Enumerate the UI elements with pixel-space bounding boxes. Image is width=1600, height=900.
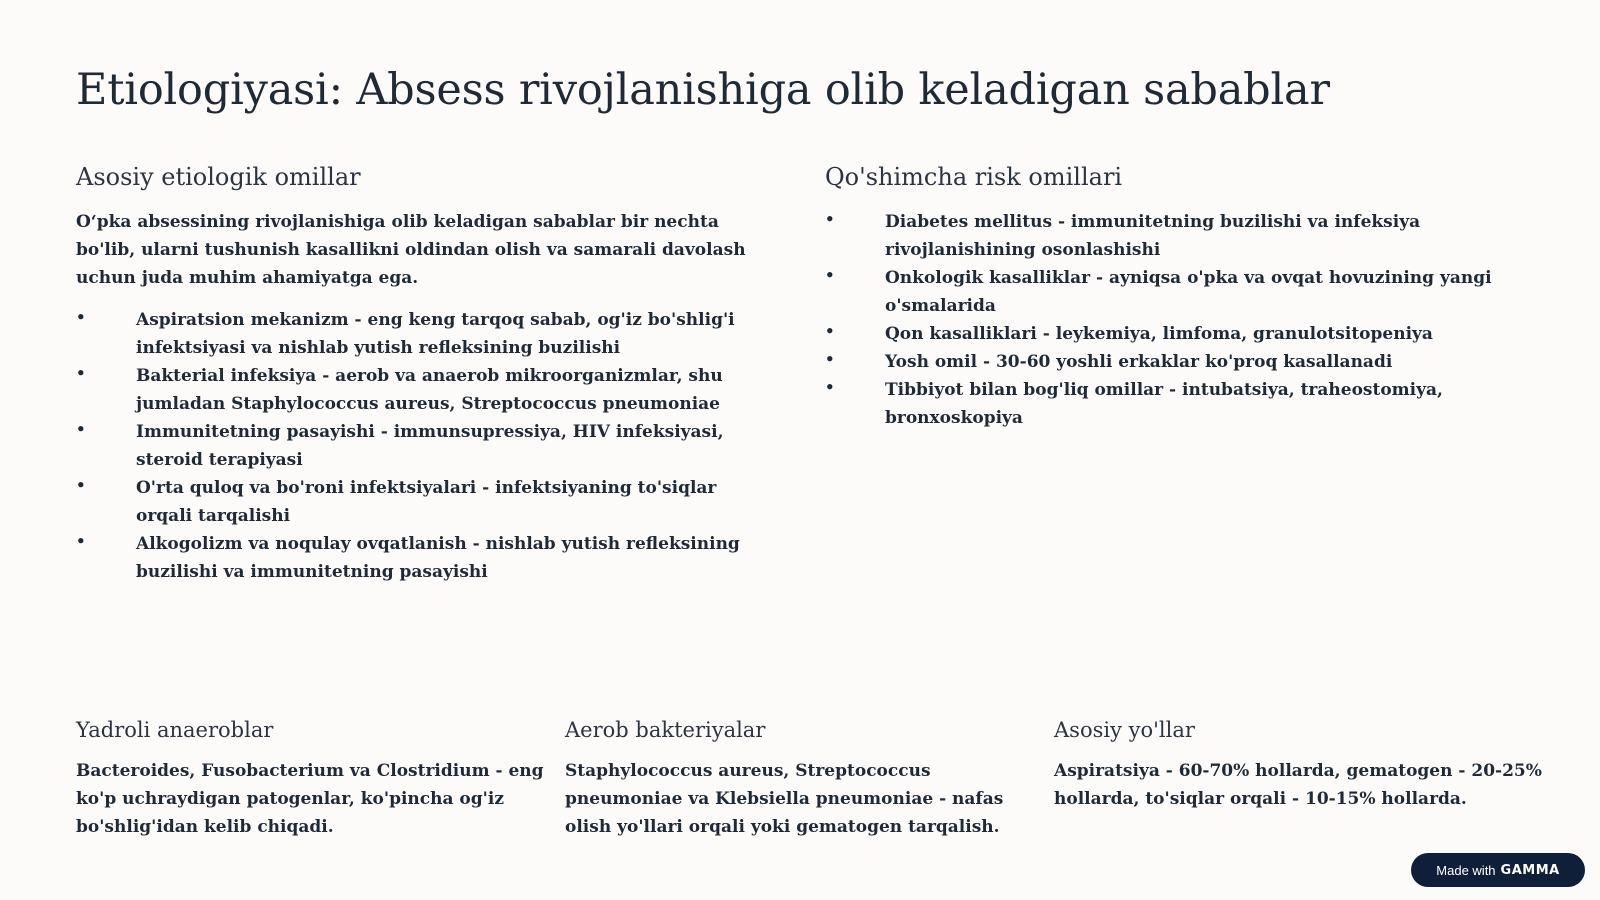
card-title: Asosiy yo'llar (1054, 718, 1195, 742)
card-text: Bacteroides, Fusobacterium va Clostridium - eng ko'p uchraydigan patogenlar, ko'pincha og'iz bo'shlig'idan kelib chiqadi. (76, 761, 544, 837)
list-item (825, 320, 1525, 348)
list-item-text: Onkologik kasalliklar - ayniqsa o'pka va ovqat hovuzining yangi o'smalarida (885, 268, 1492, 316)
list-item (825, 348, 1525, 376)
main-factors-column (76, 160, 776, 586)
list-item (825, 376, 1525, 432)
list-item (825, 264, 1525, 320)
card-text: Staphylococcus aureus, Streptococcus pneumoniae va Klebsiella pneumoniae - nafas olish yo'llari orqali yoki gematogen tarqalish. (565, 761, 1004, 837)
bullet-icon: • (825, 266, 835, 284)
bullet-icon: • (825, 322, 835, 340)
bullet-icon: • (76, 308, 86, 326)
aerobes-card (565, 715, 1035, 841)
main-factors-intro: O‘pka absessining rivojlanishiga olib keladigan sabablar bir nechta bo'lib, ularni tushunish kasallikni oldindan olish va samarali davolash uchun juda muhim ahamiyatga ega. (76, 212, 746, 288)
list-item (825, 208, 1525, 264)
card-text: Aspiratsiya - 60-70% hollarda, gematogen - 20-25% hollarda, to'siqlar orqali - 10-15% hollarda. (1054, 761, 1542, 809)
list-item-text: Yosh omil - 30-60 yoshli erkaklar ko'proq kasallanadi (885, 352, 1393, 372)
bullet-icon: • (825, 350, 835, 368)
list-item (76, 530, 776, 586)
main-factors-list (76, 306, 776, 586)
card-title: Yadroli anaeroblar (76, 718, 274, 742)
list-item-text: Aspiratsion mekanizm - eng keng tarqoq sabab, og'iz bo'shlig'i infektsiyasi va nishlab yutish refleksining buzilishi (136, 310, 735, 358)
list-item (76, 474, 776, 530)
list-item-text: Bakterial infeksiya - aerob va anaerob mikroorganizmlar, shu jumladan Staphylococcus aureus, Streptococcus pneumoniae (136, 366, 723, 414)
main-routes-card (1054, 715, 1544, 813)
anaerobes-card (76, 715, 546, 841)
gamma-logo: GAMMA (1500, 862, 1560, 878)
list-item-text: Immunitetning pasayishi - immunsupressiya, HIV infeksiyasi, steroid terapiyasi (136, 422, 724, 470)
card-title: Aerob bakteriyalar (565, 718, 766, 742)
list-item-text: Alkogolizm va noqulay ovqatlanish - nishlab yutish refleksining buzilishi va immunitetning pasayishi (136, 534, 740, 582)
list-item (76, 418, 776, 474)
risk-factors-heading: Qo'shimcha risk omillari (825, 163, 1123, 191)
bullet-icon: • (76, 532, 86, 550)
bullet-icon: • (76, 364, 86, 382)
list-item-text: Tibbiyot bilan bog'liq omillar - intubatsiya, traheostomiya, bronxoskopiya (885, 380, 1443, 428)
bullet-icon: • (825, 210, 835, 228)
main-factors-heading: Asosiy etiologik omillar (76, 163, 361, 191)
badge-prefix: Made with (1436, 862, 1496, 878)
risk-factors-column (825, 160, 1525, 432)
risk-factors-list (825, 208, 1525, 432)
made-with-gamma-badge[interactable] (1411, 853, 1585, 887)
bullet-icon: • (76, 476, 86, 494)
list-item (76, 362, 776, 418)
page-title: Etiologiyasi: Absess rivojlanishiga olib keladigan sabablar (76, 65, 1330, 115)
bullet-icon: • (76, 420, 86, 438)
list-item (76, 306, 776, 362)
bullet-icon: • (825, 378, 835, 396)
list-item-text: O'rta quloq va bo'roni infektsiyalari - infektsiyaning to'siqlar orqali tarqalishi (136, 478, 717, 526)
list-item-text: Qon kasalliklari - leykemiya, limfoma, granulotsitopeniya (885, 324, 1433, 344)
list-item-text: Diabetes mellitus - immunitetning buzilishi va infeksiya rivojlanishining osonlashishi (885, 212, 1421, 260)
